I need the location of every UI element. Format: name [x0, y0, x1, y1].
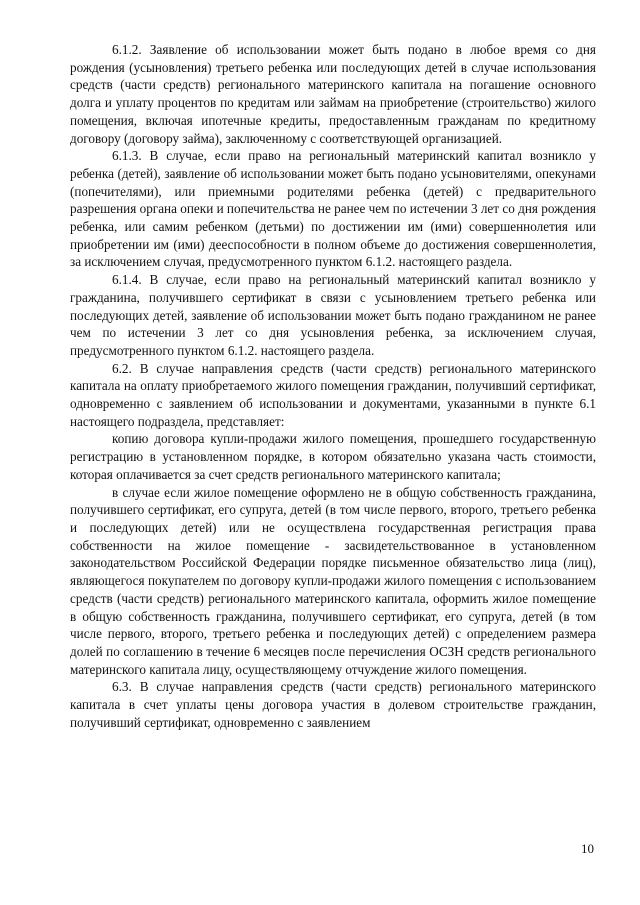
- paragraph-6-3: 6.3. В случае направления средств (части средств) регионального материнского капитала в счет уплаты цены договора участия в долевом строительстве гражданин, получивший сертификат, одновременно с заявлением: [70, 679, 596, 730]
- paragraph-6-1-4: 6.1.4. В случае, если право на региональный материнский капитал возникло у гражданина, получившего сертификат в связи с усыновлением третьего ребенка или последующих детей, заявление об использовании может быть подано гражданином не ранее чем по истечении 3 лет со дня усыновления ребенка, за исключением случая, предусмотренного пунктом 6.1.2. настоящего раздела.: [70, 272, 596, 358]
- paragraph-6-1-2: 6.1.2. Заявление об использовании может быть подано в любое время со дня рождения (усыновления) третьего ребенка или последующих детей в случае использования средств (части средств) регионального материнского капитала на погашение основного долга и уплату процентов по кредитам или займам на приобретение (строительство) жилого помещения, включая ипотечные кредиты, предоставленным гражданам по кредитному договору (договору займа), заключенному с соответствующей организацией.: [70, 42, 596, 146]
- paragraph-ownership-obligation: в случае если жилое помещение оформлено не в общую собственность гражданина, получившего сертификат, его супруга, детей (в том числе первого, второго, третьего ребенка и последующих детей) или не осуществлена государственная регистрация права собственности на жилое помещение - засвидетельствованное в установленном законодательством Российской Федерации порядке письменное обязательство лица (лиц), являющегося покупателем по договору купли-продажи жилого помещения с использованием средств (части средств) регионального материнского капитала, оформить жилое помещение в общую собственность гражданина, получившего сертификат, его супруга, детей (в том числе первого, второго, третьего ребенка и последующих детей) с определением размера долей по соглашению в течение 6 месяцев после перечисления ОСЗН средств регионального материнского капитала лицу, осуществляющему отчуждение жилого помещения.: [70, 484, 596, 677]
- paragraph-6-2: 6.2. В случае направления средств (части средств) регионального материнского капитала на оплату приобретаемого жилого помещения гражданин, получивший сертификат, одновременно с заявлением об использовании и документами, указанными в пункте 6.1 настоящего подраздела, представляет:: [70, 360, 596, 429]
- page-number: 10: [581, 841, 594, 856]
- paragraph-6-1-3: 6.1.3. В случае, если право на региональный материнский капитал возникло у ребенка (детей), заявление об использовании может быть подано усыновителями, опекунами (попечителями), или приемными родителями ребенка (детей) с предварительного разрешения органа опеки и попечительства не ранее чем по истечении 3 лет со дня рождения ребенка, или самим ребенком (детьми) по достижении им (ими) совершеннолетия или приобретении им (ими) дееспособности в полном объеме до достижения совершеннолетия, за исключением случая, предусмотренного пунктом 6.1.2. настоящего раздела.: [70, 148, 596, 270]
- paragraph-contract-copy: копию договора купли-продажи жилого помещения, прошедшего государственную регистрацию в установленном порядке, в котором обязательно указана часть стоимости, которая оплачивается за счет средств регионального материнского капитала;: [70, 431, 596, 482]
- document-page: [70, 41, 596, 731]
